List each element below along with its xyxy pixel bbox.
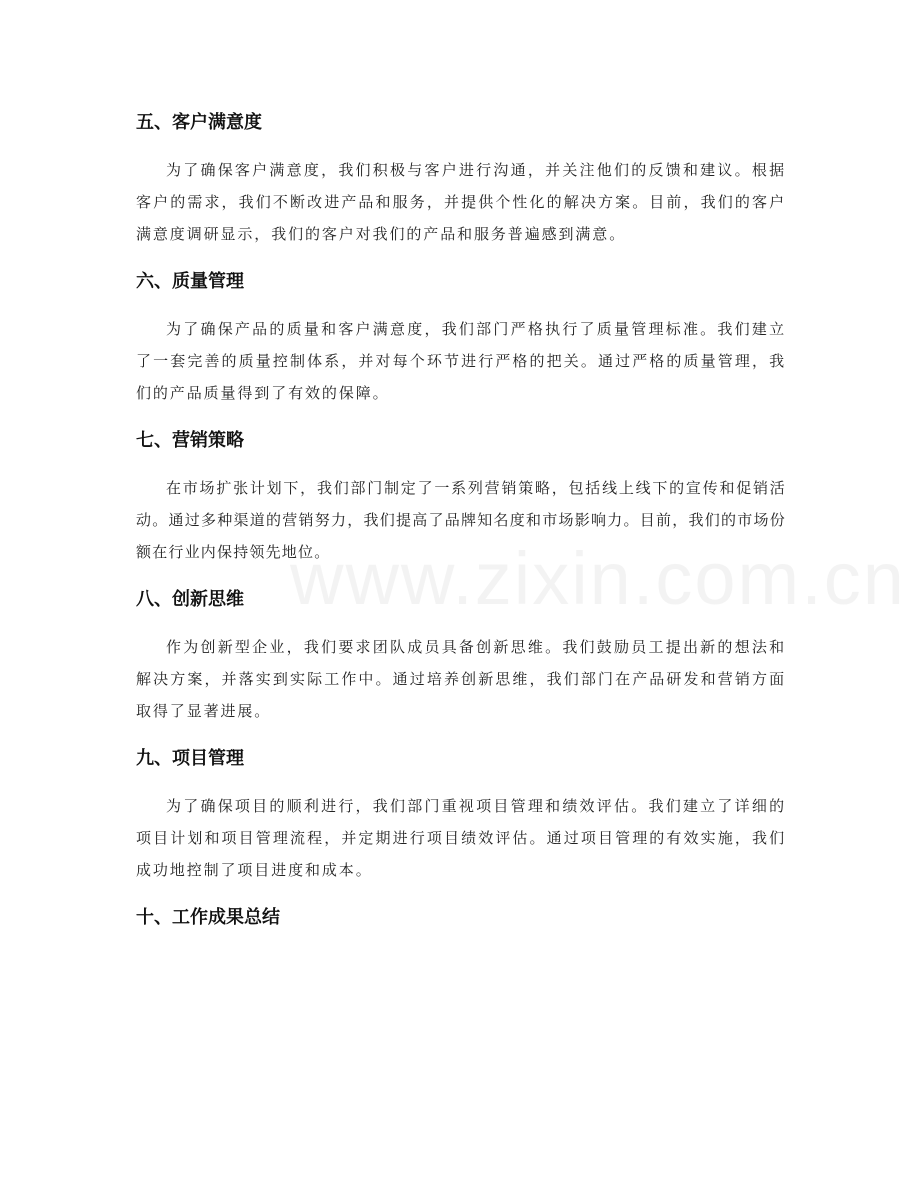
section-marketing-strategy: [136, 422, 786, 568]
section-quality-management: [136, 263, 786, 409]
section-heading: 六、质量管理: [136, 271, 244, 292]
watermark: www.zixin.com.cn: [290, 537, 906, 620]
section-heading: 五、客户满意度: [136, 112, 262, 133]
section-paragraph: 为了确保项目的顺利进行，我们部门重视项目管理和绩效评估。我们建立了详细的项目计划和项目管理流程，并定期进行项目绩效评估。通过项目管理的有效实施，我们成功地控制了项目进度和成本。: [136, 797, 786, 879]
section-heading: 九、项目管理: [136, 748, 244, 769]
section-heading: 十、工作成果总结: [136, 907, 280, 928]
section-heading: 八、创新思维: [136, 589, 244, 610]
document-content: [136, 104, 786, 949]
section-paragraph: 在市场扩张计划下，我们部门制定了一系列营销策略，包括线上线下的宣传和促销活动。通过多种渠道的营销努力，我们提高了品牌知名度和市场影响力。目前，我们的市场份额在行业内保持领先地位。: [136, 479, 786, 561]
section-project-management: [136, 740, 786, 886]
section-innovative-thinking: [136, 581, 786, 727]
section-customer-satisfaction: [136, 104, 786, 250]
section-paragraph: 为了确保客户满意度，我们积极与客户进行沟通，并关注他们的反馈和建议。根据客户的需求，我们不断改进产品和服务，并提供个性化的解决方案。目前，我们的客户满意度调研显示，我们的客户对我们的产品和服务普遍感到满意。: [136, 161, 786, 243]
section-heading: 七、营销策略: [136, 430, 244, 451]
section-work-summary: [136, 899, 786, 937]
section-paragraph: 作为创新型企业，我们要求团队成员具备创新思维。我们鼓励员工提出新的想法和解决方案，并落实到实际工作中。通过培养创新思维，我们部门在产品研发和营销方面取得了显著进展。: [136, 638, 786, 720]
section-paragraph: 为了确保产品的质量和客户满意度，我们部门严格执行了质量管理标准。我们建立了一套完善的质量控制体系，并对每个环节进行严格的把关。通过严格的质量管理，我们的产品质量得到了有效的保障。: [136, 320, 786, 402]
